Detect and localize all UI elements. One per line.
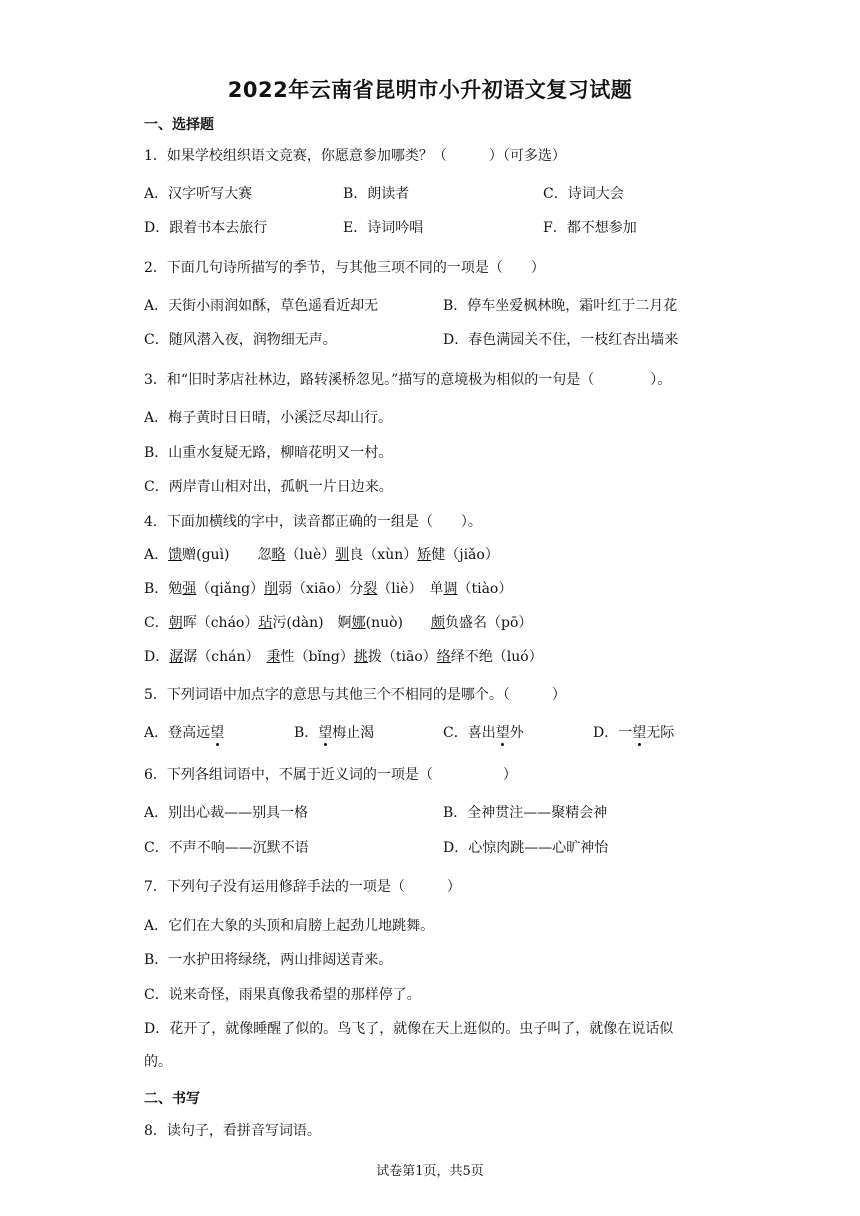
text-segment: （luè）	[285, 547, 336, 563]
question-8-stem: 8．读句子，看拼音写词语。	[144, 1123, 321, 1139]
dotted-char: 望	[318, 725, 333, 741]
question-7-option-c: C．说来奇怪，雨果真像我希望的那样停了。	[144, 987, 421, 1003]
question-3-option-a: A．梅子黄时日日晴，小溪泛尽却山行。	[144, 410, 393, 426]
question-1-option-a: A．汉字听写大赛	[144, 186, 253, 202]
text-segment: D．一	[593, 725, 633, 741]
underlined-char: 削	[264, 581, 279, 597]
dotted-char: 望	[632, 725, 647, 741]
question-1-option-c: C．诗词大会	[543, 186, 624, 202]
section-heading-choice: 一、选择题	[144, 117, 214, 133]
question-2-option-a: A．天街小雨润如酥，草色遥看近却无	[144, 298, 379, 314]
page-footer: 试卷第1页，共5页	[376, 1164, 484, 1179]
text-segment: 无际	[646, 725, 675, 741]
page-title: 2022年云南省昆明市小升初语文复习试题	[227, 78, 633, 102]
question-5-option-b	[294, 723, 374, 743]
text-segment: 污(dàn) 婀	[272, 615, 352, 631]
text-segment: 弱（xiāo）分	[278, 581, 364, 597]
text-segment: A．	[144, 547, 169, 563]
question-4-stem: 4．下面加横线的字中，读音都正确的一组是（ ）。	[144, 514, 482, 530]
section-heading-writing: 二、书写	[144, 1091, 200, 1107]
text-segment: A．登高远	[144, 725, 211, 741]
underlined-char: 朝	[168, 615, 183, 631]
text-segment: （liè） 单	[377, 581, 444, 597]
text-segment: 外	[509, 725, 524, 741]
question-6-option-a: A．别出心裁——别具一格	[144, 805, 309, 821]
question-4-option-a	[144, 545, 499, 565]
text-segment: 性（bǐng）	[280, 649, 354, 665]
question-2-option-b: B．停车坐爱枫林晚，霜叶红于二月花	[443, 298, 678, 314]
question-5-option-a	[144, 723, 224, 743]
underlined-char: 馈	[168, 547, 183, 563]
text-segment: C．	[144, 615, 169, 631]
question-6-option-d: D．心惊肉跳——心旷神怡	[443, 840, 609, 856]
text-segment: 赠(guì) 忽	[182, 547, 272, 563]
text-segment: B．勉	[144, 581, 183, 597]
question-2-option-d: D．春色满园关不住，一枝红杏出墙来	[443, 332, 679, 348]
underlined-char: 挑	[353, 649, 368, 665]
question-7-option-b: B．一水护田将绿绕，两山排闼送青来。	[144, 952, 393, 968]
underlined-char: 潺	[169, 649, 184, 665]
text-segment: 拨（tiāo）	[367, 649, 437, 665]
text-segment: C．喜出	[443, 725, 496, 741]
question-5-stem: 5．下列词语中加点字的意思与其他三个不相同的是哪个。（ ）	[144, 687, 566, 703]
question-3-stem: 3．和“旧时茅店社林边，路转溪桥忽见。”描写的意境极为相似的一句是（ ）。	[144, 372, 672, 388]
question-2-option-c: C．随风潜入夜，润物细无声。	[144, 332, 337, 348]
underlined-char: 秉	[266, 649, 281, 665]
underlined-char: 矫	[417, 547, 432, 563]
text-segment: B．	[294, 725, 319, 741]
underlined-char: 颇	[431, 615, 445, 631]
underlined-char: 驯	[335, 547, 350, 563]
underlined-char: 略	[271, 547, 286, 563]
question-7-option-d-continued: 的。	[144, 1054, 172, 1070]
question-7-option-d: D．花开了，就像睡醒了似的。鸟飞了，就像在天上逛似的。虫子叫了，就像在说话似	[144, 1021, 674, 1037]
text-segment: 良（xùn）	[349, 547, 418, 563]
question-6-option-b: B．全神贯注——聚精会神	[443, 805, 608, 821]
question-6-option-c: C．不声不响——沉默不语	[144, 840, 309, 856]
text-segment: 晖（cháo）	[182, 615, 259, 631]
text-segment: 梅止渴	[332, 725, 375, 741]
question-3-option-b: B．山重水复疑无路，柳暗花明又一村。	[144, 445, 393, 461]
text-segment: 负盛名（pō）	[445, 615, 533, 631]
question-4-option-d	[144, 647, 543, 667]
text-segment: （tiào）	[457, 581, 513, 597]
underlined-char: 娜	[351, 615, 366, 631]
underlined-char: 调	[443, 581, 458, 597]
question-3-option-c: C．两岸青山相对出，孤帆一片日边来。	[144, 479, 393, 495]
question-4-option-c	[144, 613, 532, 633]
text-segment: （qiǎng）	[196, 581, 265, 597]
question-4-option-b	[144, 579, 512, 599]
question-1-option-e: E．诗词吟唱	[343, 220, 424, 236]
dotted-char: 望	[210, 725, 225, 741]
question-5-option-d	[593, 723, 674, 743]
question-1-stem: 1．如果学校组织语文竞赛，你愿意参加哪类？（ ）（可多选）	[144, 148, 566, 164]
question-1-option-f: F．都不想参加	[543, 220, 637, 236]
question-5-option-c	[443, 723, 524, 743]
question-1-option-d: D．跟着书本去旅行	[144, 220, 268, 236]
underlined-char: 玷	[258, 615, 273, 631]
underlined-char: 络	[436, 649, 451, 665]
question-2-stem: 2．下面几句诗所描写的季节，与其他三项不同的一项是（ ）	[144, 260, 545, 276]
underlined-char: 强	[182, 581, 197, 597]
text-segment: (nuò)	[365, 615, 431, 631]
question-7-stem: 7．下列句子没有运用修辞手法的一项是（ ）	[144, 879, 461, 895]
text-segment: 健（jiǎo）	[431, 547, 499, 563]
underlined-char: 裂	[363, 581, 378, 597]
dotted-char: 望	[495, 725, 510, 741]
question-7-option-a: A．它们在大象的头顶和肩膀上起劲儿地跳舞。	[144, 918, 435, 934]
text-segment: 潺（chán）	[183, 649, 267, 665]
question-1-option-b: B．朗读者	[343, 186, 410, 202]
text-segment: D．	[144, 649, 170, 665]
question-6-stem: 6．下列各组词语中，不属于近义词的一项是（ ）	[144, 767, 517, 783]
text-segment: 绎不绝（luó）	[450, 649, 543, 665]
